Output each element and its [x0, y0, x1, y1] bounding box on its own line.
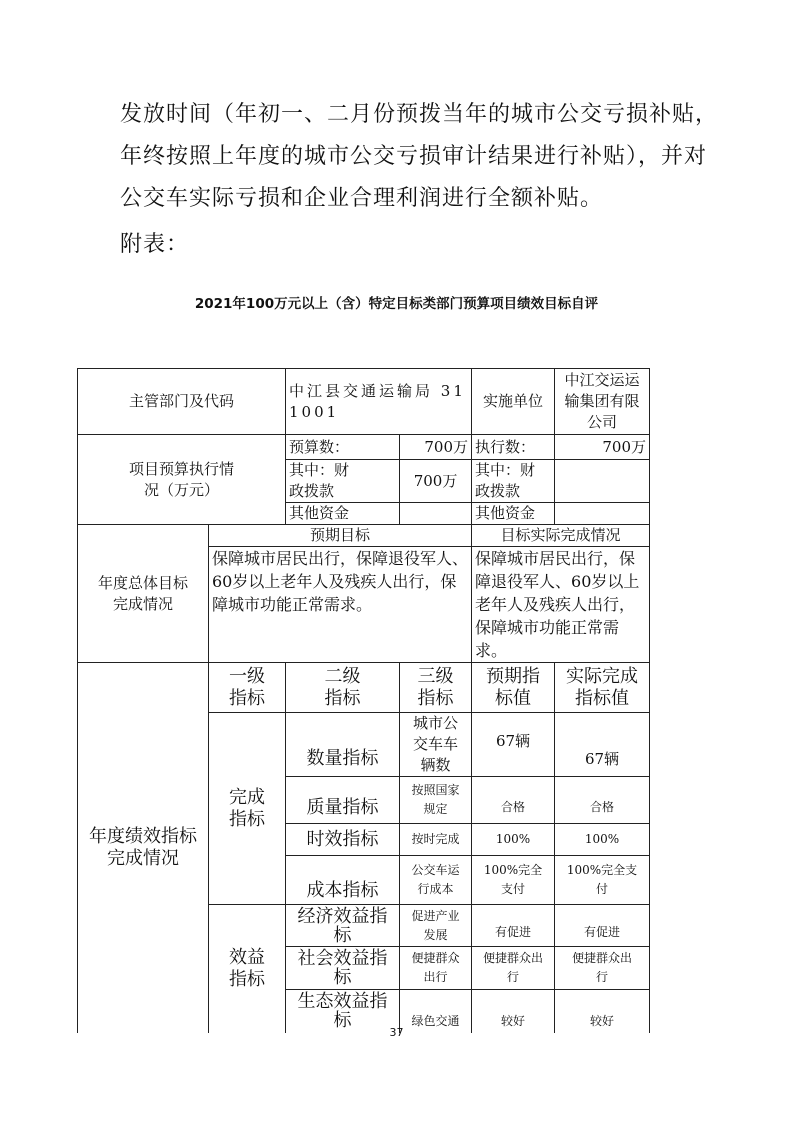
- exec-other-label: 其他资金: [472, 503, 555, 525]
- exec-fiscal-label: [472, 460, 555, 503]
- level2-cell: 数量指标: [286, 713, 400, 777]
- table-row: [78, 369, 650, 435]
- level3-cell: 促进产业发展: [400, 905, 472, 947]
- level2-cell: 经济效益指标: [286, 905, 400, 947]
- exec-other-value: [555, 503, 650, 525]
- paragraph-line: 发放时间（年初一、二月份预拨当年的城市公交亏损补贴，: [120, 102, 719, 127]
- level2-cell: 成本指标: [286, 856, 400, 905]
- actual-cell: 有促进: [555, 905, 650, 947]
- intro-paragraph: [120, 96, 719, 264]
- perf-label: [78, 663, 209, 1033]
- header-level1: 一级指标: [209, 663, 286, 713]
- expected-cell: 67辆: [472, 713, 555, 777]
- actual-goal-header: 目标实际完成情况: [472, 525, 650, 547]
- budget-fiscal-value: 700万: [400, 460, 472, 503]
- actual-cell: 100%完全支付: [555, 856, 650, 905]
- page-number: 37: [389, 1026, 404, 1039]
- dept-label: 主管部门及代码: [78, 369, 286, 435]
- paragraph-line: 公交车实际亏损和企业合理利润进行全额补贴。: [120, 186, 604, 211]
- perf-label-text: 年度绩效指标完成情况: [89, 825, 197, 869]
- actual-cell: 便捷群众出行: [555, 947, 650, 990]
- budget-fiscal-text: 其中：财政拨款: [289, 461, 350, 500]
- level2-cell: 社会效益指标: [286, 947, 400, 990]
- table-row: [78, 435, 650, 460]
- impl-label: 实施单位: [472, 369, 555, 435]
- header-level3: 三级指标: [400, 663, 472, 713]
- annual-goal-label: [78, 525, 209, 663]
- actual-cell: 合格: [555, 777, 650, 824]
- expected-cell: 100%: [472, 824, 555, 856]
- budget-amount-label: 预算数：: [286, 435, 400, 460]
- exec-amount-value: 700万: [555, 435, 650, 460]
- exec-fiscal-value: [555, 460, 650, 503]
- expected-cell: 合格: [472, 777, 555, 824]
- header-actual: 实际完成指标值: [555, 663, 650, 713]
- expected-cell: 较好: [472, 990, 555, 1033]
- paragraph-line: 年终按照上年度的城市公交亏损审计结果进行补贴），并对: [120, 144, 708, 169]
- performance-table-body: [77, 368, 650, 1033]
- appendix-label: 附表：: [120, 232, 190, 257]
- level3-cell: 按照国家规定: [400, 777, 472, 824]
- budget-other-value: [400, 503, 472, 525]
- expected-cell: 100%完全支付: [472, 856, 555, 905]
- level3-cell: 城市公交车车辆数: [400, 713, 472, 777]
- actual-cell: 67辆: [555, 713, 650, 777]
- expected-cell: 便捷群众出行: [472, 947, 555, 990]
- budget-label: [78, 435, 286, 525]
- expected-goal-header: 预期目标: [209, 525, 472, 547]
- group-level1-benefit: 效益指标: [209, 905, 286, 1033]
- level2-cell: 生态效益指标: [286, 990, 400, 1033]
- exec-fiscal-text: 其中：财政拨款: [475, 461, 536, 500]
- budget-other-label: 其他资金: [286, 503, 400, 525]
- impl-value: 中江交运运输集团有限公司: [555, 369, 650, 435]
- header-expected: 预期指标值: [472, 663, 555, 713]
- expected-goal-text: 保障城市居民出行，保障退役军人、60岁以上老年人及残疾人出行，保障城市功能正常需求。: [209, 547, 472, 663]
- level3-cell: 绿色交通: [400, 990, 472, 1033]
- exec-amount-label: 执行数：: [472, 435, 555, 460]
- level2-cell: 时效指标: [286, 824, 400, 856]
- budget-amount-value: 700万: [400, 435, 472, 460]
- expected-cell: 有促进: [472, 905, 555, 947]
- budget-fiscal-label: [286, 460, 400, 503]
- actual-cell: 较好: [555, 990, 650, 1033]
- level3-cell: 按时完成: [400, 824, 472, 856]
- level3-cell: 公交车运行成本: [400, 856, 472, 905]
- level3-cell: 便捷群众出行: [400, 947, 472, 990]
- budget-label-text: 项目预算执行情况（万元）: [129, 459, 235, 499]
- table-title: 2021年100万元以上（含）特定目标类部门预算项目绩效目标自评: [194, 296, 599, 312]
- table-row: [78, 525, 650, 547]
- actual-cell: 100%: [555, 824, 650, 856]
- annual-goal-text: 年度总体目标完成情况: [97, 573, 188, 613]
- group-level1-completion: 完成指标: [209, 713, 286, 905]
- table-row: [78, 663, 650, 713]
- header-level2: 二级指标: [286, 663, 400, 713]
- actual-goal-text: 保障城市居民出行，保障退役军人、60岁以上老年人及残疾人出行，保障城市功能正常需求。: [472, 547, 650, 663]
- level2-cell: 质量指标: [286, 777, 400, 824]
- dept-value: 中江县交通运输局 311001: [286, 369, 472, 435]
